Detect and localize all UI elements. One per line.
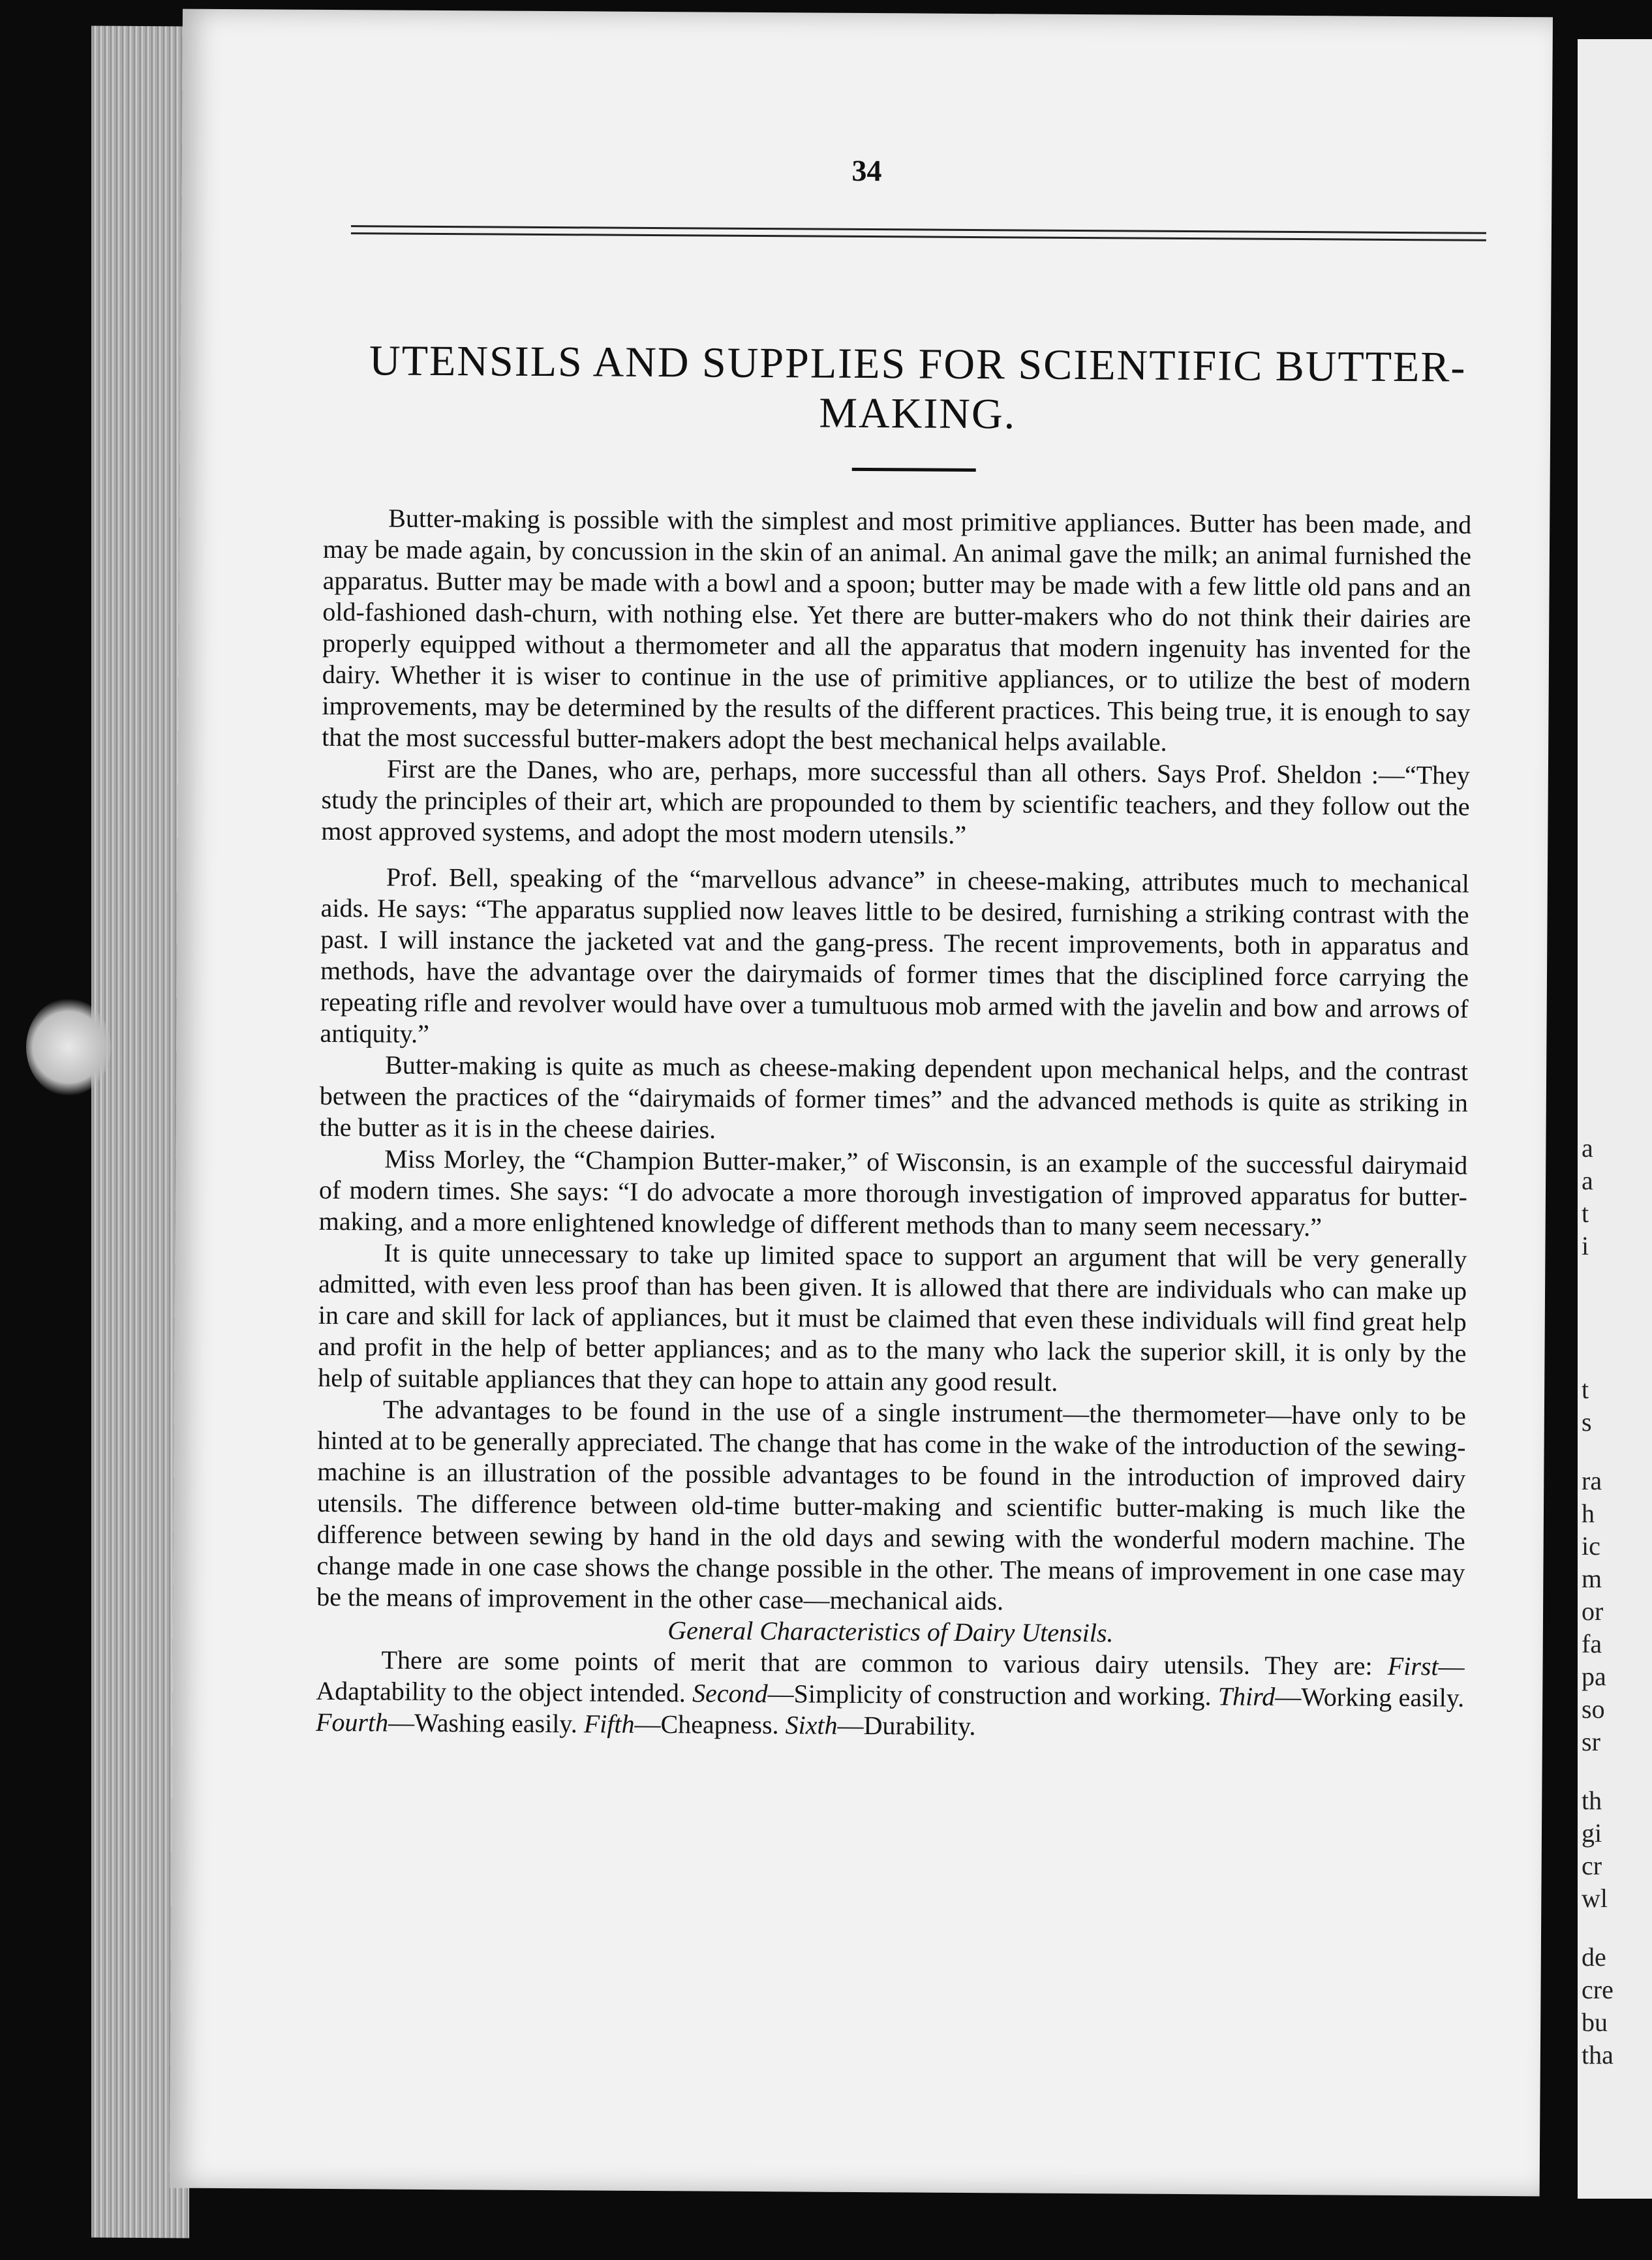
characteristic-label: Third [1217,1681,1276,1711]
characteristic-text: —Durability. [837,1710,976,1741]
characteristic-text: —Washing easily. [388,1707,584,1739]
paragraph: First are the Danes, who are, perhaps, more successful than all others. Says Prof. Sheldon :—“They study the principles of their art, which are propounded to them by scientific teachers, and they follow out the most approved systems, and adopt the most modern utensils.” [321,754,1471,849]
header-double-rule [351,225,1486,241]
paragraph: Miss Morley, the “Champion Butter-maker,” of Wisconsin, is an example of the successful dairymaid of modern times. She says: “I do advocate a more thorough investigation of improved apparatus for butter-making, and a more enlightened knowledge of different methods than to many seem necessary.” [318,1144,1468,1242]
chapter-title: UTENSILS AND SUPPLIES FOR SCIENTIFIC BUTTER-MAKING. [369,337,1467,438]
page-number: 34 [851,153,882,188]
adjacent-page-fragment: ic [1582,1531,1600,1561]
adjacent-page-fragment: sr [1582,1727,1600,1756]
characteristic-label: First [1387,1651,1439,1681]
characteristic-text: —Adaptability to the object intended. [316,1651,1465,1708]
paragraph: Butter-making is possible with the simplest and most primitive appliances. Butter has been made, and may be made again, by concussion in the skin of an animal. An animal gave the milk; an animal furnished the apparatus. Butter may be made with a bowl and a spoon; butter may be made with a few little old pans and an old-fashioned dash-churn, with nothing else. Yet there are butter-makers who do not think their dairies are properly equipped without a thermometer and all the apparatus that modern ingenuity has invented for the dairy. Whether it is wiser to continue in the use of primitive appliances, or to utilize the best of modern improvements, may be determined by the results of the different practices. This being true, it is enough to say that the most successful butter-makers adopt the best mechanical helps available. [322,503,1472,757]
paragraph: It is quite unnecessary to take up limited space to support an argument that will be very generally admitted, with even less proof than has been given. It is allowed that there are individuals who can make up in care and skill for lack of appliances, but it must be claimed that even these individuals will find great help and profit in the help of better appliances; and as to the many who lack the superior skill, it is only by the help of suitable appliances that they can hope to attain any good result. [318,1238,1467,1397]
body-text [316,502,1472,1745]
adjacent-page-fragment: h [1582,1499,1595,1528]
adjacent-page-fragment: a [1582,1166,1593,1195]
adjacent-page-fragment: cre [1582,1975,1614,2004]
characteristic-text: —Cheapness. [634,1709,786,1740]
adjacent-page-fragment: t [1582,1199,1589,1228]
adjacent-page-fragment: pa [1582,1662,1606,1691]
adjacent-page-fragment: th [1582,1786,1602,1815]
final-paragraph-intro: There are some points of merit that are common to various dairy utensils. They are: [381,1645,1388,1681]
characteristic-label: Fourth [315,1707,389,1737]
adjacent-page-fragment: so [1582,1694,1605,1724]
paragraph: The advantages to be found in the use of a single instrument—the thermometer—have only to be hinted at to be generally appreciated. The change that has come in the wake of the introduction of the sewing-machine is an illustration of the possible advantages to be found in the introduction of improved dairy utensils. The difference between old-time butter-making and scientific butter-making is much like the difference between sewing by hand in the old days and sewing with the wonderful modern machine. The change made in one case shows the change possible in the other. The means of improvement in one case may be the means of improvement in the other case—mechanical aids. [316,1394,1467,1616]
paragraph: Prof. Bell, speaking of the “marvellous advance” in cheese-making, attributes much to mechanical aids. He says: “The apparatus supplied now leaves little to be desired, furnishing a striking contrast with the past. I will instance the jacketed vat and the gang-press. The recent improvements, both in apparatus and methods, have the advantage over the dairymaids of former times that the disciplined force carrying the repeating rifle and revolver would have over a tumultuous mob armed with the javelin and bow and arrows of antiquity.” [320,862,1470,1048]
final-paragraph [316,1644,1465,1745]
adjacent-page [1578,39,1652,2199]
adjacent-page-fragment: bu [1582,2008,1608,2037]
characteristic-text: —Working easily. [1275,1681,1465,1713]
characteristic-label: Fifth [583,1709,635,1739]
adjacent-page-fragment: s [1582,1407,1592,1437]
paper-stain [26,998,111,1096]
adjacent-page-fragment: i [1582,1231,1589,1260]
adjacent-page-fragment: or [1582,1596,1604,1626]
characteristic-text: —Simplicity of construction and working. [767,1679,1218,1711]
adjacent-page-fragment: t [1582,1375,1589,1404]
adjacent-page-fragment: gi [1582,1818,1602,1848]
title-underline-rule [852,468,976,472]
adjacent-page-fragment: a [1582,1133,1593,1163]
adjacent-page-fragment: m [1582,1564,1602,1593]
characteristic-label: Second [692,1678,768,1709]
adjacent-page-fragment: ra [1582,1466,1602,1495]
adjacent-page-fragment: fa [1582,1629,1602,1658]
section-subheading: General Characteristics of Dairy Utensils. [667,1615,1114,1648]
characteristic-label: Sixth [785,1710,838,1740]
adjacent-page-fragment: wl [1582,1884,1608,1913]
paragraph: Butter-making is quite as much as cheese-making dependent upon mechanical helps, and the contrast between the practices of the “dairymaids of former times” and the advanced methods is quite as striking in the butter as it is in the cheese dairies. [319,1050,1469,1144]
adjacent-page-fragment: tha [1582,2040,1614,2069]
adjacent-page-fragment: cr [1582,1851,1602,1880]
adjacent-page-fragment: de [1582,1942,1606,1972]
book-page [170,9,1553,2197]
